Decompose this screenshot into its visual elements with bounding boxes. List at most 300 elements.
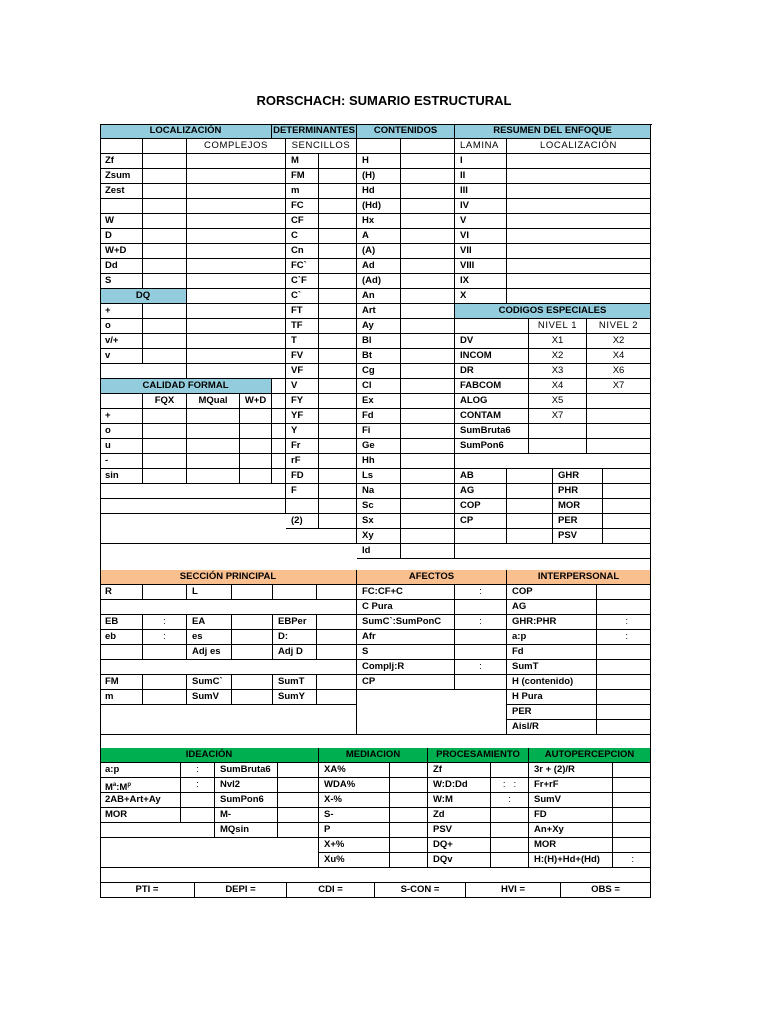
header-resumen-enfoque: RESUMEN DEL ENFOQUE <box>455 124 651 139</box>
contenido-label: Hh <box>357 454 401 469</box>
form-cell <box>319 184 357 199</box>
afectos-label: C Pura <box>357 600 455 615</box>
form-cell <box>278 808 319 823</box>
ideacion-label: SumPon6 <box>215 793 278 808</box>
form-cell <box>401 319 455 334</box>
form-cell <box>319 484 357 499</box>
sencillos-label: FM <box>286 169 319 184</box>
form-cell <box>143 244 187 259</box>
form-cell <box>603 514 651 529</box>
interpersonal-value <box>597 660 651 675</box>
form-cell <box>187 274 286 289</box>
procesamiento-label: DQv <box>428 853 491 868</box>
form-cell <box>143 585 187 600</box>
contenido-label: Ge <box>357 439 401 454</box>
header-nivel-1: NIVEL 1 <box>529 319 587 334</box>
contenido-label: Sx <box>357 514 401 529</box>
header-calidad-formal: CALIDAD FORMAL <box>100 379 272 394</box>
autopercepcion-value <box>613 838 651 853</box>
sencillos-label: C <box>286 229 319 244</box>
form-cell <box>401 349 455 364</box>
header-wd: W+D <box>240 394 272 409</box>
sencillos-label: T <box>286 334 319 349</box>
seccion-label: EB <box>100 615 143 630</box>
sencillos-label: m <box>286 184 319 199</box>
form-cell <box>240 409 272 424</box>
interpersonal-value: : <box>597 615 651 630</box>
seccion-label: m <box>100 690 143 705</box>
seccion-label: es <box>187 630 232 645</box>
form-cell <box>100 484 286 499</box>
seccion-label: EA <box>187 615 232 630</box>
extra-code-label: MOR <box>553 499 603 514</box>
header-localizacion-sub: LOCALIZACIÓN <box>507 139 651 154</box>
contenido-label: (Ad) <box>357 274 401 289</box>
codigo-label: ALOG <box>455 394 529 409</box>
form-cell <box>240 424 272 439</box>
form-cell <box>187 214 286 229</box>
form-cell <box>143 274 187 289</box>
form-cell <box>401 214 455 229</box>
sencillos-label: F <box>286 484 319 499</box>
sencillos-label: C`F <box>286 274 319 289</box>
interpersonal-label: COP <box>507 585 597 600</box>
extra-code-label: GHR <box>553 469 603 484</box>
form-cell <box>143 199 187 214</box>
form-cell <box>401 244 455 259</box>
sencillos-label: Cn <box>286 244 319 259</box>
form-cell <box>187 409 240 424</box>
contenido-label: Na <box>357 484 401 499</box>
mediacion-label: S- <box>319 808 390 823</box>
form-cell <box>240 439 272 454</box>
form-cell <box>187 184 286 199</box>
form-cell <box>507 499 553 514</box>
contenido-label: Art <box>357 304 401 319</box>
seccion-label: FM <box>100 675 143 690</box>
sencillos-label: YF <box>286 409 319 424</box>
form-cell <box>272 469 286 484</box>
seccion-label: SumC` <box>187 675 232 690</box>
afectos-value: : <box>455 615 507 630</box>
sencillos-label: FC <box>286 199 319 214</box>
form-cell <box>401 274 455 289</box>
procesamiento-value <box>491 853 529 868</box>
mediacion-label: XA% <box>319 763 390 778</box>
header-afectos: AFECTOS <box>357 570 507 585</box>
form-cell <box>143 439 187 454</box>
form-cell <box>319 394 357 409</box>
lamina-label: VI <box>455 229 507 244</box>
dq-label: v <box>100 349 143 364</box>
form-cell <box>100 705 357 735</box>
codigo-label: FABCOM <box>455 379 529 394</box>
form-cell <box>319 214 357 229</box>
sencillos-label: Fr <box>286 439 319 454</box>
form-cell <box>273 585 317 600</box>
seccion-label: : <box>143 615 187 630</box>
interpersonal-label: H (contenido) <box>507 675 597 690</box>
codigo-nivel-1: X1 <box>529 334 587 349</box>
localizacion-label: Dd <box>100 259 143 274</box>
ideacion-label: MQsin <box>215 823 278 838</box>
form-cell <box>319 244 357 259</box>
codigo-nivel-2 <box>587 409 651 424</box>
sencillos-label: FT <box>286 304 319 319</box>
codigo-label: INCOM <box>455 349 529 364</box>
sencillos-label: FY <box>286 394 319 409</box>
form-cell <box>317 585 357 600</box>
form-cell <box>401 334 455 349</box>
form-cell <box>507 469 553 484</box>
form-cell <box>401 499 455 514</box>
interpersonal-value <box>597 600 651 615</box>
form-cell <box>507 214 651 229</box>
afectos-label: CP <box>357 675 455 690</box>
form-cell <box>143 214 187 229</box>
form-cell <box>143 349 187 364</box>
form-cell <box>507 259 651 274</box>
interpersonal-value <box>597 690 651 705</box>
form-cell <box>143 424 187 439</box>
header-sencillos: SENCILLOS <box>286 139 357 154</box>
localizacion-label: Zf <box>100 154 143 169</box>
form-cell <box>187 469 240 484</box>
form-cell <box>507 244 651 259</box>
form-cell <box>319 229 357 244</box>
contenido-label: (Hd) <box>357 199 401 214</box>
form-cell <box>240 469 272 484</box>
form-cell <box>319 289 357 304</box>
form-cell <box>507 514 553 529</box>
form-cell <box>529 424 587 439</box>
sencillos-label: CF <box>286 214 319 229</box>
form-cell <box>603 484 651 499</box>
extra-code-label: PER <box>553 514 603 529</box>
seccion-label: EBPer <box>273 615 317 630</box>
form-cell <box>319 409 357 424</box>
form-cell <box>319 304 357 319</box>
interpersonal-value <box>597 705 651 720</box>
form-cell <box>603 529 651 544</box>
form-cell <box>401 289 455 304</box>
form-cell <box>401 169 455 184</box>
form-cell <box>401 229 455 244</box>
structural-summary-form <box>100 124 652 898</box>
lamina-label: III <box>455 184 507 199</box>
header-procesamiento: PROCESAMIENTO <box>428 748 529 763</box>
dq-label: o <box>100 319 143 334</box>
afectos-value: : <box>455 660 507 675</box>
procesamiento-value <box>491 838 529 853</box>
dq-label: v/+ <box>100 334 143 349</box>
procesamiento-value <box>491 808 529 823</box>
form-cell <box>100 139 143 154</box>
autopercepcion-value <box>613 793 651 808</box>
form-cell <box>401 409 455 424</box>
index-cell: DEPI = <box>195 883 287 898</box>
autopercepcion-value <box>613 778 651 793</box>
form-cell <box>100 823 215 838</box>
form-cell <box>100 364 187 379</box>
form-cell <box>319 364 357 379</box>
form-cell <box>143 334 187 349</box>
form-cell <box>401 514 455 529</box>
mediacion-label: P <box>319 823 390 838</box>
form-cell <box>232 615 273 630</box>
form-cell <box>100 645 143 660</box>
form-cell <box>587 424 651 439</box>
contenido-label: Hd <box>357 184 401 199</box>
index-cell: PTI = <box>100 883 195 898</box>
interpersonal-label: SumT <box>507 660 597 675</box>
codigo-nivel-2: X2 <box>587 334 651 349</box>
header-codigos-especiales: CODIGOS ESPECIALES <box>455 304 651 319</box>
form-cell <box>143 454 187 469</box>
form-cell <box>317 690 357 705</box>
form-cell <box>272 454 286 469</box>
procesamiento-value: : <box>491 793 529 808</box>
interpersonal-label: a:p <box>507 630 597 645</box>
sencillos-label: Y <box>286 424 319 439</box>
form-cell <box>278 778 319 793</box>
form-cell <box>390 763 428 778</box>
interpersonal-value: : <box>597 630 651 645</box>
form-cell <box>319 169 357 184</box>
codigo-nivel-2: X6 <box>587 364 651 379</box>
form-cell <box>357 139 401 154</box>
interpersonal-label: H Pura <box>507 690 597 705</box>
contenido-label: A <box>357 229 401 244</box>
form-cell <box>401 364 455 379</box>
localizacion-label: Zest <box>100 184 143 199</box>
dq-label: + <box>100 304 143 319</box>
interpersonal-label: PER <box>507 705 597 720</box>
form-cell <box>319 319 357 334</box>
form-cell <box>507 169 651 184</box>
form-cell <box>401 469 455 484</box>
form-cell <box>143 154 187 169</box>
form-cell <box>455 454 651 469</box>
form-cell <box>187 319 286 334</box>
form-cell <box>187 424 240 439</box>
header-fqx: FQX <box>143 394 187 409</box>
index-cell: HVI = <box>466 883 561 898</box>
form-cell <box>272 379 286 394</box>
form-cell <box>357 690 507 735</box>
ideacion-label-mamp: $M^a:M^p$ <box>100 778 181 793</box>
form-cell <box>187 199 286 214</box>
form-cell <box>319 499 357 514</box>
header-nivel-2: NIVEL 2 <box>587 319 651 334</box>
fq-label: + <box>100 409 143 424</box>
form-cell <box>187 154 286 169</box>
form-cell <box>319 439 357 454</box>
seccion-label: eb <box>100 630 143 645</box>
form-cell <box>319 334 357 349</box>
form-cell <box>401 544 455 559</box>
form-cell <box>401 199 455 214</box>
form-cell <box>317 615 357 630</box>
interpersonal-label: GHR:PHR <box>507 615 597 630</box>
header-mqual: MQual <box>187 394 240 409</box>
form-cell <box>455 529 507 544</box>
seccion-label: Adj es <box>187 645 232 660</box>
autopercepcion-value: : <box>613 853 651 868</box>
extra-code-label: AG <box>455 484 507 499</box>
header-complejos: COMPLEJOS <box>187 139 286 154</box>
lamina-label: V <box>455 214 507 229</box>
form-cell <box>401 394 455 409</box>
ideacion-value: : <box>181 778 215 793</box>
form-cell <box>187 304 286 319</box>
form-cell <box>507 184 651 199</box>
ideacion-value <box>181 808 215 823</box>
codigo-label: DR <box>455 364 529 379</box>
codigo-label: CONTAM <box>455 409 529 424</box>
form-cell <box>100 600 357 615</box>
autopercepcion-label: MOR <box>529 838 613 853</box>
form-cell <box>272 394 286 409</box>
index-cell: CDI = <box>287 883 375 898</box>
codigo-nivel-2 <box>587 394 651 409</box>
localizacion-label: Zsum <box>100 169 143 184</box>
lamina-label: I <box>455 154 507 169</box>
form-cell <box>401 529 455 544</box>
header-autopercepcion: AUTOPERCEPCION <box>529 748 651 763</box>
contenido-label: Bl <box>357 334 401 349</box>
lamina-label: IV <box>455 199 507 214</box>
mediacion-label: X+% <box>319 838 390 853</box>
ideacion-label: M- <box>215 808 278 823</box>
seccion-label: D: <box>273 630 317 645</box>
form-cell <box>401 379 455 394</box>
header-dq: DQ <box>100 289 187 304</box>
seccion-label: : <box>143 630 187 645</box>
form-cell <box>319 349 357 364</box>
form-cell <box>401 454 455 469</box>
form-cell <box>272 439 286 454</box>
contenido-label: H <box>357 154 401 169</box>
form-cell <box>143 139 187 154</box>
contenido-label: (H) <box>357 169 401 184</box>
procesamiento-value: : : <box>491 778 529 793</box>
form-cell <box>603 469 651 484</box>
contenido-label: Ls <box>357 469 401 484</box>
sencillos-label: FD <box>286 469 319 484</box>
procesamiento-label: W:D:Dd <box>428 778 491 793</box>
form-cell <box>100 660 357 675</box>
codigo-nivel-1: X2 <box>529 349 587 364</box>
form-cell <box>232 645 273 660</box>
form-cell <box>319 469 357 484</box>
form-cell <box>401 424 455 439</box>
sencillos-label: TF <box>286 319 319 334</box>
header-localizacion: LOCALIZACIÓN <box>100 124 272 139</box>
afectos-label: S <box>357 645 455 660</box>
lamina-label: IX <box>455 274 507 289</box>
autopercepcion-value <box>613 763 651 778</box>
extra-code-label: COP <box>455 499 507 514</box>
mediacion-label: X-% <box>319 793 390 808</box>
form-cell <box>187 229 286 244</box>
ideacion-label: SumBruta6 <box>215 763 278 778</box>
codigo-nivel-2: X4 <box>587 349 651 364</box>
form-cell <box>187 454 240 469</box>
form-cell <box>319 424 357 439</box>
form-cell <box>507 274 651 289</box>
form-cell <box>143 304 187 319</box>
form-cell <box>187 349 286 364</box>
codigo-nivel-1: X7 <box>529 409 587 424</box>
seccion-label: Adj D <box>273 645 317 660</box>
contenido-label: Ad <box>357 259 401 274</box>
form-cell <box>319 199 357 214</box>
localizacion-label: S <box>100 274 143 289</box>
form-cell <box>319 259 357 274</box>
ideacion-label: MOR <box>100 808 181 823</box>
form-cell <box>187 439 240 454</box>
fq-label: o <box>100 424 143 439</box>
afectos-label: Afr <box>357 630 455 645</box>
form-cell <box>587 439 651 454</box>
form-cell <box>317 675 357 690</box>
afectos-value <box>455 675 507 690</box>
form-cell <box>143 469 187 484</box>
sencillos-label: C` <box>286 289 319 304</box>
form-cell <box>390 778 428 793</box>
sencillos-label: FC` <box>286 259 319 274</box>
ideacion-value: : <box>181 763 215 778</box>
procesamiento-label: Zd <box>428 808 491 823</box>
ideacion-value <box>181 793 215 808</box>
contenido-label: Sc <box>357 499 401 514</box>
form-cell <box>390 793 428 808</box>
procesamiento-label: DQ+ <box>428 838 491 853</box>
localizacion-label <box>100 199 143 214</box>
sum-label: SumBruta6 <box>455 424 529 439</box>
extra-code-label: AB <box>455 469 507 484</box>
seccion-label: R <box>100 585 143 600</box>
form-cell <box>319 514 357 529</box>
form-cell <box>100 499 286 514</box>
autopercepcion-label: FD <box>529 808 613 823</box>
sencillos-label: VF <box>286 364 319 379</box>
form-cell <box>507 484 553 499</box>
contenido-label: Ay <box>357 319 401 334</box>
seccion-label: SumY <box>273 690 317 705</box>
sum-label: SumPon6 <box>455 439 529 454</box>
localizacion-label: W <box>100 214 143 229</box>
form-cell <box>401 439 455 454</box>
autopercepcion-label: H:(H)+Hd+(Hd) <box>529 853 613 868</box>
form-cell <box>507 229 651 244</box>
seccion-label: SumV <box>187 690 232 705</box>
lamina-label: X <box>455 289 507 304</box>
form-cell <box>507 289 651 304</box>
form-cell <box>232 675 273 690</box>
form-cell <box>401 259 455 274</box>
form-cell <box>143 690 187 705</box>
form-cell <box>390 808 428 823</box>
form-cell <box>455 319 529 334</box>
form-cell <box>143 229 187 244</box>
interpersonal-label: Fd <box>507 645 597 660</box>
header-contenidos: CONTENIDOS <box>357 124 455 139</box>
form-cell <box>401 184 455 199</box>
header-determinantes: DETERMINANTES <box>272 124 357 139</box>
form-cell <box>240 454 272 469</box>
